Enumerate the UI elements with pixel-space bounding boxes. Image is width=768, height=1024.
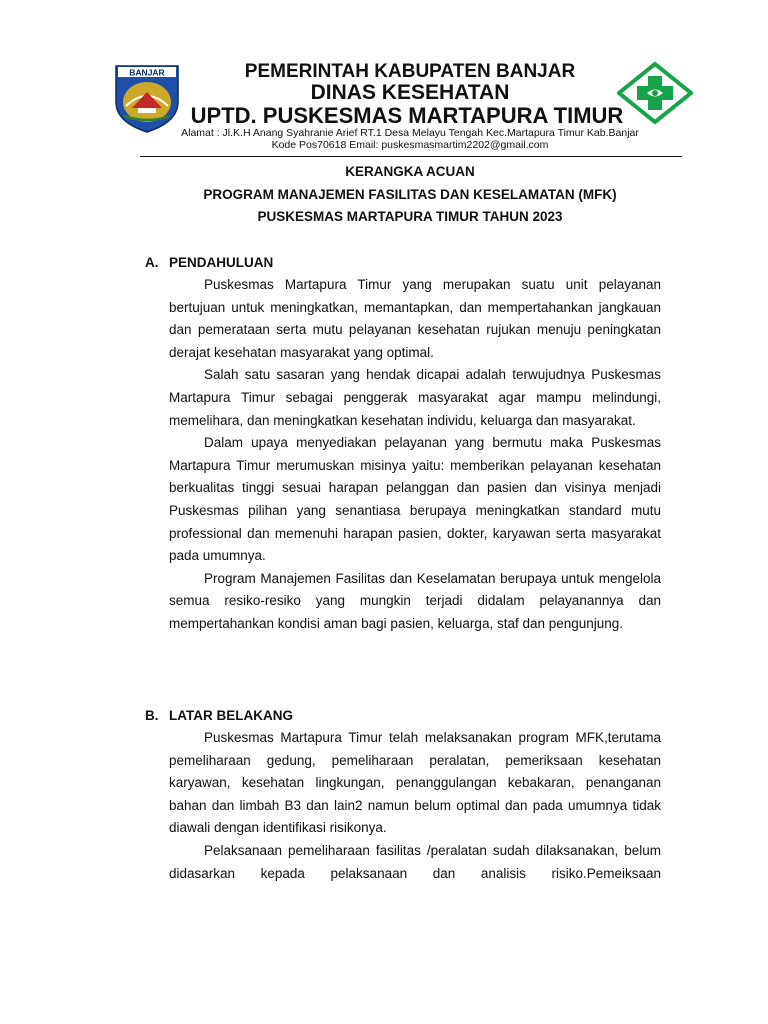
section-letter: A. — [145, 255, 159, 270]
paragraph: Pelaksanaan pemeliharaan fasilitas /peralatan sudah dilaksanakan, belum didasarkan kepada pelaksanaan dan analisis risiko.Pemeiksaan — [169, 842, 661, 881]
letterhead-institution: UPTD. PUSKESMAS MARTAPURA TIMUR — [190, 103, 624, 128]
logo-banjar-text: BANJAR — [129, 67, 165, 78]
section-letter: B. — [145, 708, 159, 723]
section-title: PENDAHULUAN — [169, 255, 274, 270]
section-title: LATAR BELAKANG — [169, 708, 293, 723]
section-heading-pendahuluan — [145, 255, 273, 270]
document-subtitle: PROGRAM MANAJEMEN FASILITAS DAN KESELAMATAN (MFK) — [203, 187, 617, 202]
letterhead-address: Alamat : Jl.K.H Anang Syahranie Arief RT.1 Desa Melayu Tengah Kec.Martapura Timur Kab.Banjar — [181, 127, 639, 139]
paragraph: Puskesmas Martapura Timur yang merupakan suatu unit pelayanan bertujuan untuk meningkatkan, memantapkan, dan mempertahankan jangkauan dan pemerataan serta mutu pelayanan kesehatan rujukan menuju peningkatan derajat kesehatan masyarakat yang optimal. — [169, 277, 661, 360]
letterhead-divider — [140, 156, 682, 157]
letterhead-government: PEMERINTAH KABUPATEN BANJAR — [244, 61, 576, 82]
paragraph: Salah satu sasaran yang hendak dicapai adalah terwujudnya Puskesmas Martapura Timur sebagai penggerak masyarakat agar mampu melindungi, memelihara, dan meningkatkan kesehatan individu, keluarga dan masyarakat. — [169, 367, 661, 428]
paragraph: Dalam upaya menyediakan pelayanan yang bermutu maka Puskesmas Martapura Timur merumuskan misinya yaitu: memberikan pelayanan kesehatan berkualitas tinggi sesuai harapan pelanggan dan pasien dan visinya menjadi Puskesmas pilihan yang senantiasa berupaya meningkatkan standard mutu professional dan memenuhi harapan pasien, dokter, karyawan serta masyarakat pada umumnya. — [169, 435, 661, 564]
document-title: KERANGKA ACUAN — [345, 164, 475, 179]
section-body-pendahuluan — [169, 274, 661, 636]
paragraph: Puskesmas Martapura Timur telah melaksanakan program MFK,terutama pemeliharaan gedung, pemeliharaan peralatan, pemeriksaan kesehatan karyawan, kesehatan lingkungan, penanggulangan kebakaran, penanganan bahan dan limbah B3 dan lain2 namun belum optimal dan pada umumnya tidak diawali dengan identifikasi risikonya. — [169, 730, 661, 836]
document-subtitle-year: PUSKESMAS MARTAPURA TIMUR TAHUN 2023 — [257, 209, 563, 224]
section-body-latar-belakang — [169, 727, 661, 885]
letterhead-department: DINAS KESEHATAN — [310, 81, 510, 104]
paragraph: Program Manajemen Fasilitas dan Keselamatan berupaya untuk mengelola semua resiko-resiko yang mungkin terjadi didalam pelayanannya dan mempertahankan kondisi aman bagi pasien, keluarga, staf dan pengunjung. — [169, 570, 661, 631]
section-heading-latar-belakang — [145, 708, 293, 723]
letterhead-contact: Kode Pos70618 Email: puskesmasmartim2202@gmail.com — [271, 139, 549, 151]
